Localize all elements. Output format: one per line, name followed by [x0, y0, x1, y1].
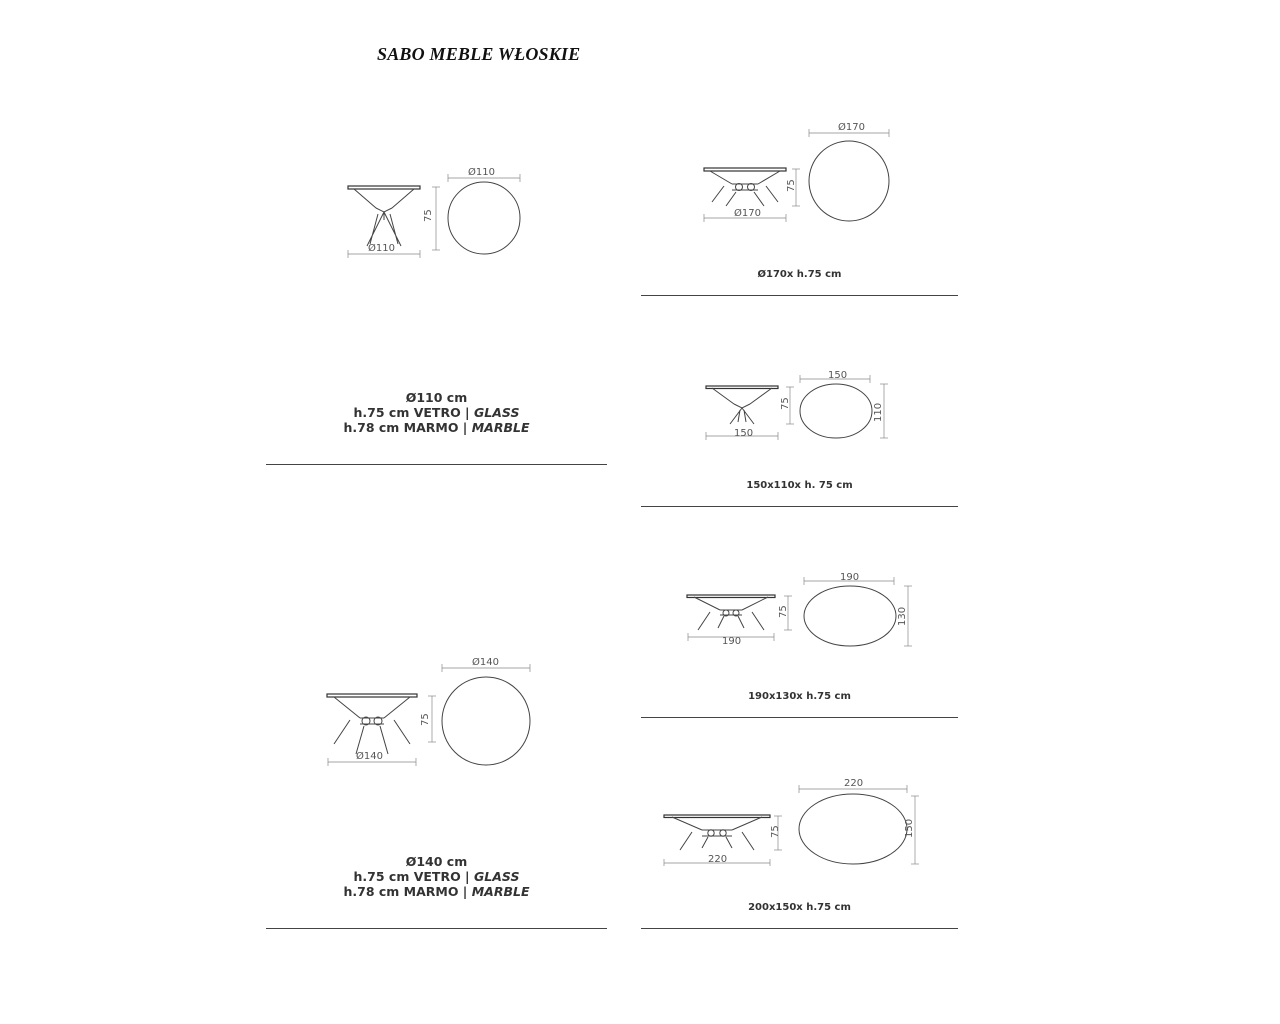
- height-label: 75: [780, 397, 791, 410]
- height-label: 75: [778, 605, 789, 618]
- height-label: 75: [420, 713, 431, 726]
- table-150-drawing: [700, 368, 900, 443]
- table-140-caption: [266, 854, 607, 899]
- caption-line-1: Ø110 cm: [405, 390, 468, 405]
- table-170-caption: Ø170x h.75 cm: [757, 269, 842, 280]
- table-150-caption: 150x110x h. 75 cm: [746, 480, 853, 491]
- width-label: Ø110: [368, 243, 395, 254]
- caption-line-2-en: GLASS: [473, 869, 520, 884]
- table-side-view: [664, 815, 770, 850]
- table-110-caption: [266, 390, 607, 435]
- caption-line-2-en: GLASS: [473, 405, 520, 420]
- divider: [641, 295, 958, 296]
- caption-line-3: h.78 cm MARMO |: [343, 420, 472, 435]
- height-label: 75: [786, 179, 797, 192]
- brand-title: SABO MEBLE WŁOSKIE: [377, 44, 581, 64]
- table-190-caption: 190x130x h.75 cm: [748, 691, 851, 702]
- caption-line-3-en: MARBLE: [471, 884, 530, 899]
- top-diameter-label: Ø140: [472, 657, 499, 668]
- table-side-view: [348, 186, 420, 246]
- caption-line-2: h.75 cm VETRO |: [353, 405, 474, 420]
- table-140-drawing: [320, 650, 540, 770]
- width-label: 190: [722, 636, 742, 647]
- divider: [641, 506, 958, 507]
- table-170-drawing: [700, 118, 900, 228]
- width-label: Ø140: [356, 751, 383, 762]
- caption-line-2: h.75 cm VETRO |: [353, 869, 474, 884]
- table-190-drawing: [680, 568, 920, 650]
- divider: [641, 928, 958, 929]
- top-diameter-label: Ø170: [838, 122, 865, 133]
- divider: [266, 928, 607, 929]
- width-label: Ø170: [734, 208, 761, 219]
- table-side-view: [706, 386, 778, 424]
- table-side-view: [687, 595, 775, 630]
- caption-line-3: h.78 cm MARMO |: [343, 884, 472, 899]
- table-side-view: [704, 168, 786, 206]
- table-110-drawing: [340, 160, 540, 260]
- table-220-drawing: [660, 774, 930, 866]
- table-220-caption: 200x150x h.75 cm: [748, 902, 851, 913]
- top-depth-label: 110: [873, 402, 884, 422]
- top-width-label: 150: [828, 370, 848, 381]
- caption-line-3-en: MARBLE: [471, 420, 530, 435]
- divider: [266, 464, 607, 465]
- top-width-label: 190: [840, 572, 860, 583]
- caption-line-1: Ø140 cm: [405, 854, 468, 869]
- top-diameter-label: Ø110: [468, 167, 495, 178]
- divider: [641, 717, 958, 718]
- top-depth-label: 130: [897, 606, 908, 626]
- table-side-view: [327, 694, 417, 754]
- width-label: 150: [734, 428, 754, 439]
- top-depth-label: 150: [904, 818, 915, 838]
- height-label: 75: [423, 209, 434, 222]
- height-label: 75: [770, 825, 781, 838]
- width-label: 220: [708, 854, 728, 865]
- top-width-label: 220: [844, 778, 864, 789]
